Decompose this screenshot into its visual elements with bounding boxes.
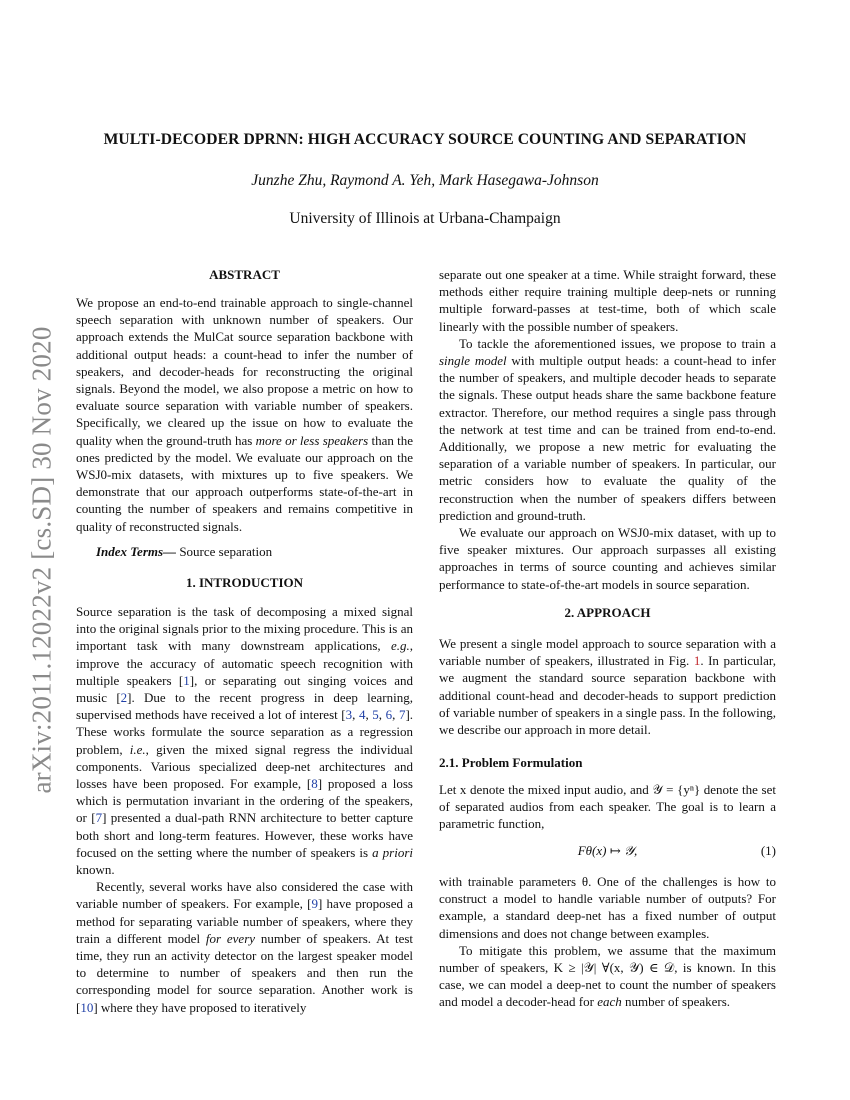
intro-paragraph-2: Recently, several works have also considered the case with variable number of speakers. For example, [9] have proposed a method for separating variable number of speakers, where they train a different model for every number of speakers. At test time, they run an activity detector on the largest speaker model to determine to number of speakers and then run the corresponding model for source separation. Another work is [10] where they have proposed to iteratively — [76, 879, 414, 1015]
citation-link[interactable]: 3 — [345, 707, 353, 723]
citation-link[interactable]: 9 — [311, 896, 318, 912]
citation-link[interactable]: 2 — [120, 690, 128, 706]
citation-link[interactable]: 10 — [80, 999, 94, 1015]
formulation-paragraph: Let x denote the mixed input audio, and 𝒴 = {yⁿ} denote the set of separated audios from each speaker. The goal is to learn a parametric function, — [439, 782, 776, 832]
citation-link[interactable]: 5 — [372, 707, 379, 723]
equation-1 — [439, 843, 776, 863]
introduction-heading: 1. INTRODUCTION — [185, 575, 303, 590]
intro-paragraph-3: separate out one speaker at a time. While straight forward, these methods either require training multiple deep-nets or running multiple forward-passes at test-time, both of which scale linearly with the possible number of speakers. — [439, 267, 776, 334]
citation-link[interactable]: 7 — [398, 707, 406, 723]
paper-affiliation: University of Illinois at Urbana-Champaign — [289, 210, 561, 227]
citation-link[interactable]: 4 — [358, 707, 366, 723]
approach-body — [439, 635, 776, 738]
problem-formulation-body-continued — [439, 873, 776, 1011]
introduction-body — [76, 603, 413, 1016]
intro-paragraph-5: We evaluate our approach on WSJ0-mix dataset, with up to five speaker mixtures. Our approach surpasses all existing approaches in terms of source counting and achieves similar performance to state-of-the-art models in source separation. — [439, 525, 776, 592]
intro-paragraph-1: Source separation is the task of decomposing a mixed signal into the original signals prior to the mixing procedure. This is an important task with many downstream applications, e.g., improve the accuracy of automatic speech recognition with multiple speakers [1], or separating out singing voices and music [2]. Due to the recent progress in deep learning, supervised methods have received a lot of interest [3, 4, 5, 6, 7]. These works formulate the source separation as a regression problem, i.e., given the mixed signal regress the individual components. Various specialized deep-net architectures and losses have been proposed. For example, [8] proposed a loss which is permutation invariant in the ordering of the speakers, or [7] presented a dual-path RNN architecture to better capture both short and long-term features. However, these works have focused on the setting where the number of speakers is a priori known. — [76, 604, 414, 878]
equation-number: (1) — [760, 843, 776, 858]
figure-link[interactable]: 1 — [693, 653, 701, 669]
abstract-body: We propose an end-to-end trainable approach to single-channel speech separation with unknown number of speakers. Our approach extends the MulCat source separation backbone with additional output heads: a count-head to infer the number of speakers, and decoder-heads for reconstructing the original signals. Beyond the model, we also propose a metric on how to evaluate source separation with variable number of speakers. Specifically, we cleared up the issue on how to evaluate the quality when the ground-truth has more or less speakers than the ones predicted by the model. We evaluate our approach on the WSJ0-mix datasets, with mixtures up to five speakers. We demonstrate that our approach outperforms state-of-the-art in counting the number of speakers and remains competitive in quality of reconstructed signals. Index Terms— Source separation — [76, 295, 414, 559]
citation-link[interactable]: 1 — [183, 672, 190, 688]
citation-link[interactable]: 7 — [95, 810, 103, 826]
arxiv-identifier-stamp: arXiv:2011.12022v2 [cs.SD] 30 Nov 2020 — [26, 326, 57, 794]
paper-authors: Junzhe Zhu, Raymond A. Yeh, Mark Hasegawa-Johnson — [251, 172, 599, 189]
formulation-paragraph-2: with trainable parameters θ. One of the challenges is how to construct a model to handle variable number of outputs? For example, a standard deep-net has a fixed number of output dimensions and does not change between examples. — [439, 874, 776, 941]
formulation-paragraph-3: To mitigate this problem, we assume that the maximum number of speakers, K ≥ |𝒴| ∀(x, 𝒴) ∈ 𝒟, is known. In this case, we can model a deep-net to count the number of speakers and model a decoder-head for each number of speakers. — [439, 942, 776, 1010]
intro-paragraph-4: To tackle the aforementioned issues, we propose to train a single model with multiple output heads: a count-head to infer the number of speakers, and multiple decoder heads to separate the signals. These output heads share the same backbone feature extractor. Therefore, our method requires a single pass through the network at test time and can be trained from end-to-end. Additionally, we propose a new metric for evaluating the separation of a variable number of speakers. In particular, our metric considers how to evaluate the quality of the reconstruction when the number of speakers differs between prediction and ground-truth. — [439, 335, 776, 523]
citation-link[interactable]: 6 — [385, 707, 393, 723]
paper-title: MULTI-DECODER DPRNN: HIGH ACCURACY SOURCE COUNTING AND SEPARATION — [103, 131, 747, 148]
equation-expression: Fθ(x) ↦ 𝒴, — [577, 843, 638, 858]
index-terms: Index Terms— Source separation — [96, 543, 273, 559]
approach-paragraph-1: We present a single model approach to source separation with a variable number of speakers, illustrated in Fig. 1. In particular, we augment the standard source separation backbone with additional count-head and decoder-heads to support prediction of variable number of speakers in a single pass. In the following, we describe our approach in more detail. — [439, 636, 776, 738]
problem-formulation-body — [439, 781, 776, 833]
approach-heading: 2. APPROACH — [564, 605, 651, 620]
problem-formulation-subheading: 2.1. Problem Formulation — [439, 755, 583, 770]
introduction-body-continued — [439, 266, 776, 593]
abstract-heading: ABSTRACT — [209, 267, 280, 282]
citation-link[interactable]: 8 — [311, 776, 318, 792]
